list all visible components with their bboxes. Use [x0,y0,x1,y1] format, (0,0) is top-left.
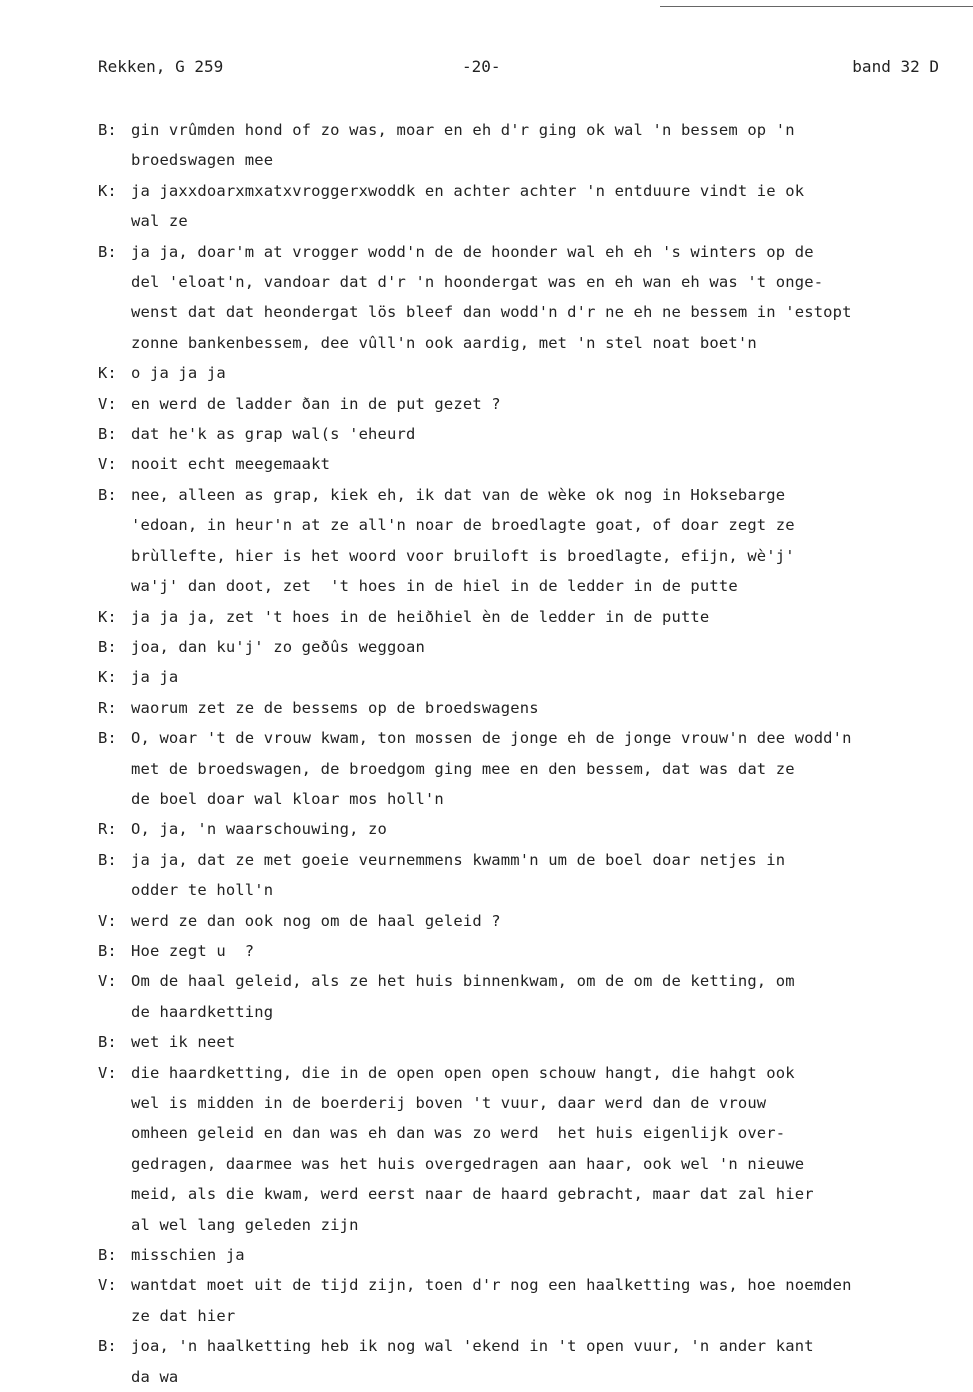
transcript-turn [98,480,943,602]
utterance-line: wel is midden in de boerderij boven 't vuur, daar werd dan de vrouw [131,1094,767,1112]
utterance-line: broedswagen mee [131,151,274,170]
utterance [131,1240,943,1270]
utterance [131,419,943,449]
speaker-label: K: [98,668,117,687]
utterance [131,602,943,632]
speaker-label: B: [98,1337,117,1356]
utterance [131,632,943,662]
utterance-line: waorum zet ze de bessems op de broedswagens [131,698,539,717]
tape-reference: band 32 D [852,57,939,76]
utterance [131,449,943,479]
utterance-line: odder te holl'n [131,881,274,900]
page-number: -20- [462,57,501,76]
transcript-turn [98,1240,943,1270]
transcript-turn [98,936,943,966]
utterance-line: wantdat moet uit de tijd zijn, toen d'r nog een haalketting was, hoe noemden [131,1276,852,1295]
transcript-turn [98,632,943,662]
speaker-label: K: [98,364,117,383]
transcript-turn [98,1058,943,1240]
utterance-line: al wel lang geleden zijn [131,1215,359,1234]
transcript-turn [98,966,943,1027]
utterance-line: joa, 'n haalketting heb ik nog wal 'ekend in 't open vuur, 'n ander kant [131,1337,814,1356]
transcript-body [98,115,943,1392]
speaker-label: V: [98,972,117,991]
speaker-label: V: [98,394,117,413]
utterance-line: misschien ja [131,1246,245,1265]
utterance [131,845,943,906]
transcript-turn [98,419,943,449]
transcript-turn [98,389,943,419]
utterance-line: wa'j' dan doot, zet 't hoes in de hiel in de ledder in de putte [131,577,738,596]
transcript-turn [98,1331,943,1392]
utterance [131,693,943,723]
transcript-turn [98,693,943,723]
utterance [131,358,943,388]
utterance [131,176,943,237]
utterance-line: ja jaxxdoarxmxatxvroggerxwoddk en achter achter 'n entduure vindt ie ok [131,181,805,200]
utterance [131,966,943,1027]
utterance [131,1027,943,1057]
utterance-line: gin vrûmden hond of zo was, moar en eh d'r ging ok wal 'n bessem op 'n [131,121,795,139]
utterance [131,237,943,359]
utterance [131,1058,943,1240]
utterance [131,115,943,176]
utterance-line: wenst dat dat heondergat lös bleef dan wodd'n d'r ne eh ne bessem in 'estopt [131,303,852,322]
speaker-label: B: [98,485,117,504]
utterance-line: del 'eloat'n, vandoar dat d'r 'n hoondergat was en eh wan eh was 't onge- [131,273,824,292]
transcript-turn [98,906,943,936]
speaker-label: K: [98,181,117,200]
utterance [131,662,943,692]
utterance-line: met de broedswagen, de broedgom ging mee en den bessem, dat was dat ze [131,759,795,778]
speaker-label: R: [98,820,117,839]
utterance-line: ja ja [131,668,179,687]
transcript-turn [98,662,943,692]
utterance-line: Hoe zegt u ? [131,941,255,960]
transcript-turn [98,358,943,388]
utterance [131,906,943,936]
utterance-line: joa, dan ku'j' zo geðûs weggoan [131,637,425,656]
speaker-label: B: [98,1246,117,1265]
transcript-turn [98,176,943,237]
utterance-line: O, woar 't de vrouw kwam, ton mossen de jonge eh de jonge vrouw'n dee wodd'n [131,729,852,748]
transcript-turn [98,723,943,814]
speaker-label: V: [98,911,117,930]
speaker-label: B: [98,729,117,748]
speaker-label: K: [98,607,117,626]
utterance-line: ja ja, dat ze met goeie veurnemmens kwamm'n um de boel doar netjes in [131,850,786,869]
utterance-line: O, ja, 'n waarschouwing, zo [131,820,388,839]
speaker-label: V: [98,455,117,474]
utterance-line: dat he'k as grap wal(s 'eheurd [131,425,416,444]
transcript-turn [98,814,943,844]
utterance-line: da wa [131,1367,179,1386]
utterance [131,389,943,419]
speaker-label: B: [98,242,117,261]
transcript-turn [98,449,943,479]
utterance-line: ze dat hier [131,1306,236,1325]
speaker-label: R: [98,698,117,717]
utterance-line: werd ze dan ook nog om de haal geleid ? [131,911,501,930]
speaker-label: B: [98,121,117,139]
speaker-label: V: [98,1063,117,1082]
utterance-line: meid, als die kwam, werd eerst naar de haard gebracht, maar dat zal hier [131,1185,814,1204]
utterance [131,1270,943,1331]
utterance-line: gedragen, daarmee was het huis overgedragen aan haar, ook wel 'n nieuwe [131,1154,805,1173]
speaker-label: V: [98,1276,117,1295]
utterance-line: o ja ja ja [131,364,226,383]
transcript-turn [98,1270,943,1331]
utterance [131,814,943,844]
speaker-label: B: [98,1033,117,1052]
utterance-line: wal ze [131,212,188,231]
speaker-label: B: [98,941,117,960]
utterance-line: zonne bankenbessem, dee vûll'n ook aardig, met 'n stel noat boet'n [131,333,757,352]
speaker-label: B: [98,850,117,869]
transcript-turn [98,845,943,906]
utterance-line: Om de haal geleid, als ze het huis binnenkwam, om de om de ketting, om [131,972,795,991]
utterance-line: nee, alleen as grap, kiek eh, ik dat van de wèke ok nog in Hoksebarge [131,485,786,504]
utterance-line: die haardketting, die in de open open open schouw hangt, die hahgt ook [131,1063,795,1082]
utterance-line: en werd de ladder ðan in de put gezet ? [131,394,501,413]
transcript-turn [98,237,943,359]
transcript-turn [98,1027,943,1057]
speaker-label: B: [98,637,117,656]
utterance-line: ja ja, doar'm at vrogger wodd'n de de hoonder wal eh eh 's winters op de [131,242,814,261]
speaker-label: B: [98,425,117,444]
utterance [131,480,943,602]
utterance-line: nooit echt meegemaakt [131,455,331,474]
top-rule [660,6,973,7]
utterance [131,1331,943,1392]
utterance-line: 'edoan, in heur'n at ze all'n noar de broedlagte goat, of doar zegt ze [131,516,795,535]
utterance [131,723,943,814]
utterance-line: de boel doar wal kloar mos holl'n [131,789,444,808]
transcript-turn [98,602,943,632]
header-location: Rekken, G 259 [98,57,224,76]
utterance-line: ja ja ja, zet 't hoes in de heiðhiel èn de ledder in de putte [131,607,710,626]
utterance-line: wet ik neet [131,1033,236,1052]
transcript-turn [98,115,943,176]
utterance-line: brùllefte, hier is het woord voor bruiloft is broedlagte, efijn, wè'j' [131,546,795,565]
utterance-line: de haardketting [131,1002,274,1021]
utterance [131,936,943,966]
utterance-line: omheen geleid en dan was eh dan was zo werd het huis eigenlijk over- [131,1124,786,1143]
